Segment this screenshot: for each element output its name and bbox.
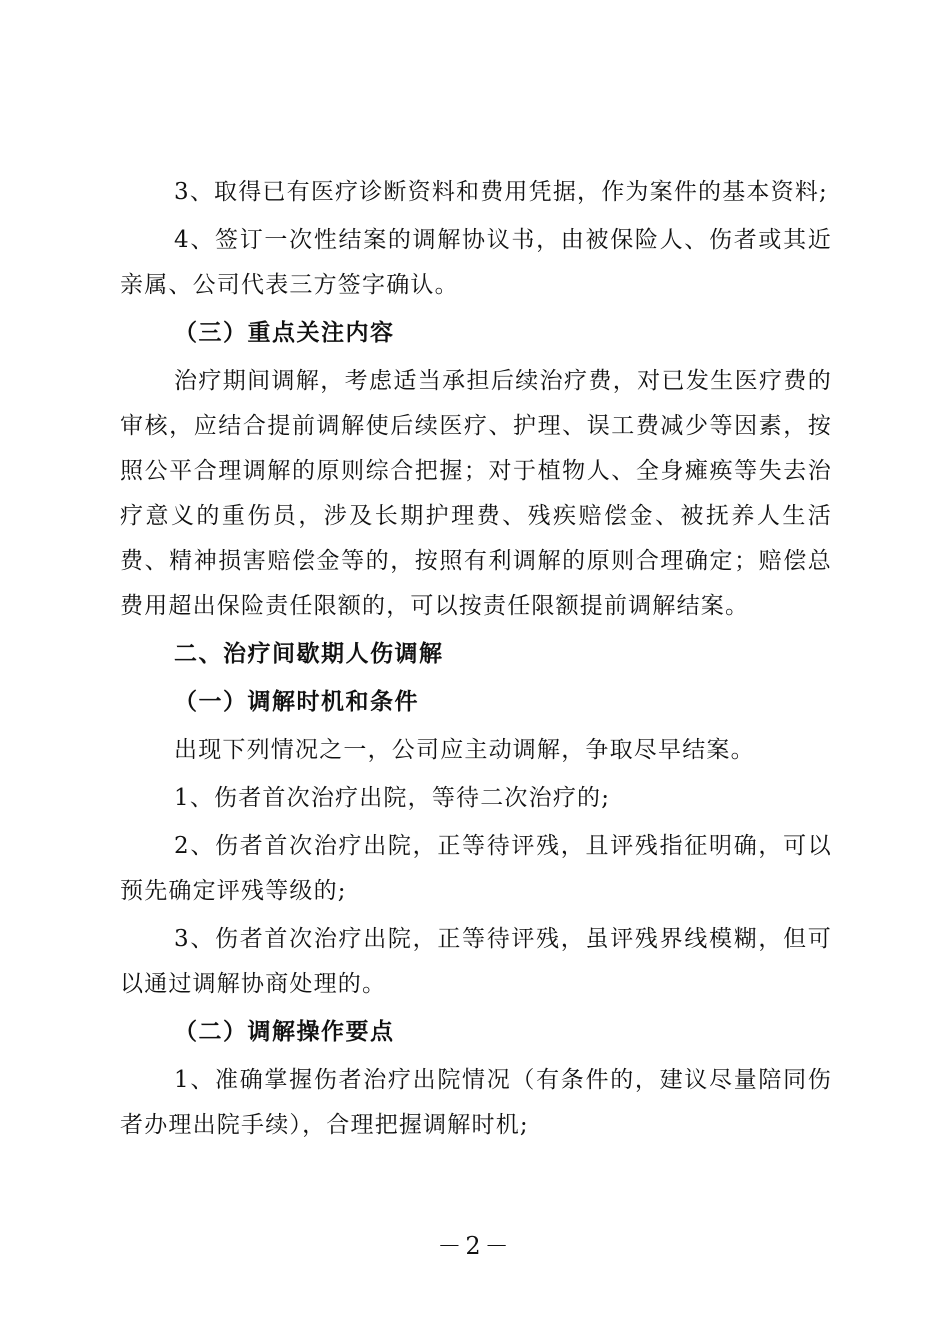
paragraph-item-3: 3、取得已有医疗诊断资料和费用凭据，作为案件的基本资料; — [174, 179, 828, 205]
paragraph-condition-2: 2、伤者首次治疗出院，正等待评残，且评残指征明确，可以预先确定评残等级的; — [120, 833, 832, 904]
paragraph-operation-1: 1、准确掌握伤者治疗出院情况（有条件的，建议尽量陪同伤者办理出院手续），合理把握调解时机; — [120, 1067, 832, 1138]
section-heading-key-points: （三）重点关注内容 — [174, 320, 395, 346]
page-number: －2－ — [437, 1232, 513, 1260]
section-heading-timing-conditions: （一）调解时机和条件 — [174, 689, 419, 715]
section-heading-operation-points: （二）调解操作要点 — [174, 1019, 395, 1045]
paragraph-condition-3: 3、伤者首次治疗出院，正等待评残，虽评残界线模糊，但可以通过调解协商处理的。 — [120, 926, 832, 997]
paragraph-key-points-body: 治疗期间调解，考虑适当承担后续治疗费，对已发生医疗费的审核，应结合提前调解使后续医疗、护理、误工费减少等因素，按照公平合理调解的原则综合把握；对于植物人、全身瘫痪等失去治疗意义的重伤员，涉及长期护理费、残疾赔偿金、被抚养人生活费、精神损害赔偿金等的，按照有利调解的原则合理确定；赔偿总费用超出保险责任限额的，可以按责任限额提前调解结案。 — [120, 368, 832, 619]
section-heading-interval-mediation: 二、治疗间歇期人伤调解 — [174, 641, 444, 667]
document-body — [120, 170, 832, 1151]
paragraph-conditions-intro: 出现下列情况之一，公司应主动调解，争取尽早结案。 — [174, 737, 755, 763]
paragraph-item-4: 4、签订一次性结案的调解协议书，由被保险人、伤者或其近亲属、公司代表三方签字确认。 — [120, 227, 832, 298]
paragraph-condition-1: 1、伤者首次治疗出院，等待二次治疗的; — [174, 785, 611, 811]
